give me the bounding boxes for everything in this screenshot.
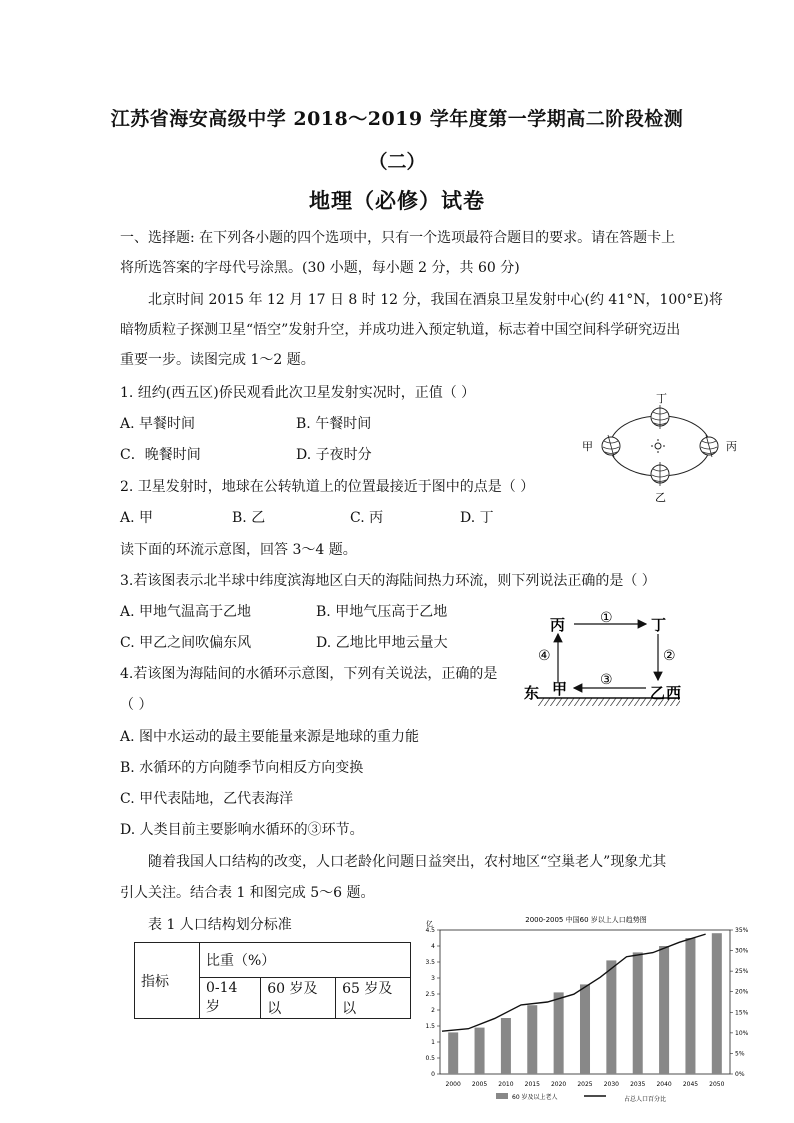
bar xyxy=(527,1005,537,1074)
option-a: A. 早餐时间 xyxy=(120,416,196,432)
intro-text: 读下面的环流示意图，回答 3～4 题。 xyxy=(120,542,357,558)
label-step-3: ③ xyxy=(600,672,613,688)
bar xyxy=(448,1032,458,1074)
y-left-tick-label: 3.5 xyxy=(425,959,435,966)
y-right-tick-label: 10% xyxy=(735,1029,749,1037)
option-b: B. 乙 xyxy=(232,510,266,526)
question-stem: 1. 纽约(西五区)侨民观看此次卫星发射实况时，正值（ ） xyxy=(120,385,476,401)
x-tick-label: 2015 xyxy=(524,1081,540,1088)
option-d: D. 丁 xyxy=(460,510,494,526)
y-right-tick-label: 15% xyxy=(735,1009,749,1017)
sun-icon xyxy=(651,439,665,453)
x-tick-label: 2040 xyxy=(656,1081,672,1088)
circulation-diagram xyxy=(518,606,690,716)
option-c: C. 甲乙之间吹偏东风 xyxy=(120,635,252,651)
bar xyxy=(606,960,616,1074)
option-d: D. 人类目前主要影响水循环的③环节。 xyxy=(120,822,364,838)
question-stem: 4.若该图为海陆间的水循环示意图，下列有关说法，正确的是 xyxy=(120,666,498,682)
option-c: C. 甲代表陆地，乙代表海洋 xyxy=(120,791,294,807)
x-tick-label: 2020 xyxy=(550,1081,567,1088)
bar xyxy=(580,984,590,1074)
legend-bar-swatch xyxy=(496,1093,508,1099)
y-right-tick-label: 30% xyxy=(735,947,749,955)
exam-title-part: （二） xyxy=(368,151,426,173)
option-c: C．晚餐时间 xyxy=(120,447,201,463)
label-step-2: ② xyxy=(663,648,676,664)
x-tick-label: 2050 xyxy=(709,1081,725,1088)
y-right-tick-label: 5% xyxy=(735,1050,745,1058)
y-left-tick-label: 4 xyxy=(431,943,435,950)
y-right-tick-label: 0% xyxy=(735,1071,745,1078)
earth-orbit-diagram xyxy=(576,390,746,505)
table-col-header: 60 岁及以 xyxy=(261,978,336,1019)
elderly-population-chart xyxy=(418,912,754,1108)
legend-bar-label: 60 岁及以上老人 xyxy=(512,1094,558,1101)
option-a: A. 甲地气温高于乙地 xyxy=(120,604,252,620)
table-group-header: 比重（%） xyxy=(200,943,411,978)
option-c: C. 丙 xyxy=(350,510,384,526)
label-west: 西 xyxy=(666,684,682,702)
table-row-header: 指标 xyxy=(135,943,200,1019)
table-col-header: 0-14 岁 xyxy=(200,978,261,1019)
earth-icon-right xyxy=(700,435,718,457)
passage-text: 暗物质粒子探测卫星“悟空”发射升空，并成功进入预定轨道，标志着中国空间科学研究迈出 xyxy=(120,322,681,338)
y-right-tick-label: 35% xyxy=(735,927,749,934)
bar xyxy=(501,1018,511,1074)
exam-title: 江苏省海安高级中学 2018～2019 学年度第一学期高二阶段检测 xyxy=(110,108,684,130)
population-structure-table xyxy=(134,942,411,1019)
table-caption: 表 1 人口结构划分标准 xyxy=(148,917,292,933)
option-a: A. 甲 xyxy=(120,510,154,526)
option-b: B. 水循环的方向随季节向相反方向变换 xyxy=(120,760,364,776)
legend-line-label: 占总人口百分比 xyxy=(624,1096,667,1103)
table-col-header: 65 岁及以 xyxy=(336,978,411,1019)
y-left-unit: 亿 xyxy=(426,920,433,928)
y-right-tick-label: 25% xyxy=(735,968,749,976)
passage-text: 重要一步。读图完成 1～2 题。 xyxy=(120,352,315,368)
question-stem: （ ） xyxy=(120,697,153,713)
option-d: D. 子夜时分 xyxy=(296,447,372,463)
x-tick-label: 2045 xyxy=(682,1081,699,1088)
earth-icon-bottom xyxy=(651,462,669,486)
x-tick-label: 2035 xyxy=(630,1081,646,1088)
y-left-tick-label: 4.5 xyxy=(425,927,435,934)
label-yi: 乙 xyxy=(650,684,666,702)
y-left-tick-label: 1 xyxy=(431,1039,435,1046)
earth-icon-left xyxy=(602,435,620,457)
label-east: 东 xyxy=(524,684,540,702)
x-tick-label: 2010 xyxy=(498,1081,514,1088)
option-b: B. 午餐时间 xyxy=(296,416,372,432)
option-a: A. 图中水运动的最主要能量来源是地球的重力能 xyxy=(120,729,420,745)
y-left-tick-label: 0 xyxy=(431,1071,435,1078)
y-left-tick-label: 3 xyxy=(431,975,435,982)
label-yi: 乙 xyxy=(655,491,666,504)
section-instruction: 一、选择题: 在下列各小题的四个选项中，只有一个选项最符合题目的要求。请在答题卡上 xyxy=(120,230,676,246)
y-left-tick-label: 2.5 xyxy=(425,991,435,998)
label-ding: 丁 xyxy=(656,392,667,405)
question-stem: 3.若该图表示北半球中纬度滨海地区白天的海陆间热力环流，则下列说法正确的是（ ） xyxy=(120,573,656,589)
chart-title: 2000-2005 中国60 岁以上人口趋势图 xyxy=(525,916,647,924)
exam-subject-title: 地理（必修）试卷 xyxy=(309,188,485,213)
label-step-1: ① xyxy=(600,610,613,626)
label-step-4: ④ xyxy=(538,648,551,664)
passage-text: 引人关注。结合表 1 和图完成 5～6 题。 xyxy=(120,885,375,901)
x-tick-label: 2030 xyxy=(603,1081,620,1088)
label-ding: 丁 xyxy=(651,616,667,634)
x-tick-label: 2000 xyxy=(445,1081,461,1088)
option-b: B. 甲地气压高于乙地 xyxy=(316,604,448,620)
y-right-tick-label: 20% xyxy=(735,988,749,996)
passage-text: 北京时间 2015 年 12 月 17 日 8 时 12 分，我国在酒泉卫星发射中心(约 41°N，100°E)将 xyxy=(148,292,723,308)
label-bing: 丙 xyxy=(726,440,737,453)
y-left-tick-label: 1.5 xyxy=(425,1023,435,1030)
earth-icon-top xyxy=(651,405,669,429)
question-stem: 2. 卫星发射时，地球在公转轨道上的位置最接近于图中的点是（ ） xyxy=(120,479,535,495)
section-instruction: 将所选答案的字母代号涂黑。(30 小题，每小题 2 分，共 60 分) xyxy=(120,260,520,276)
bar xyxy=(554,992,564,1074)
label-jia: 甲 xyxy=(552,680,568,698)
label-jia: 甲 xyxy=(582,440,593,453)
bar xyxy=(633,952,643,1074)
bar xyxy=(712,933,722,1074)
y-left-tick-label: 2 xyxy=(431,1007,435,1014)
x-tick-label: 2025 xyxy=(577,1081,593,1088)
x-tick-label: 2005 xyxy=(471,1081,488,1088)
passage-text: 随着我国人口结构的改变，人口老龄化问题日益突出，农村地区“空巢老人”现象尤其 xyxy=(148,854,667,870)
bar xyxy=(685,938,695,1074)
bar xyxy=(659,946,669,1074)
label-bing: 丙 xyxy=(550,616,566,634)
bar xyxy=(475,1028,485,1074)
option-d: D. 乙地比甲地云量大 xyxy=(316,635,448,651)
y-left-tick-label: 0.5 xyxy=(425,1055,435,1062)
